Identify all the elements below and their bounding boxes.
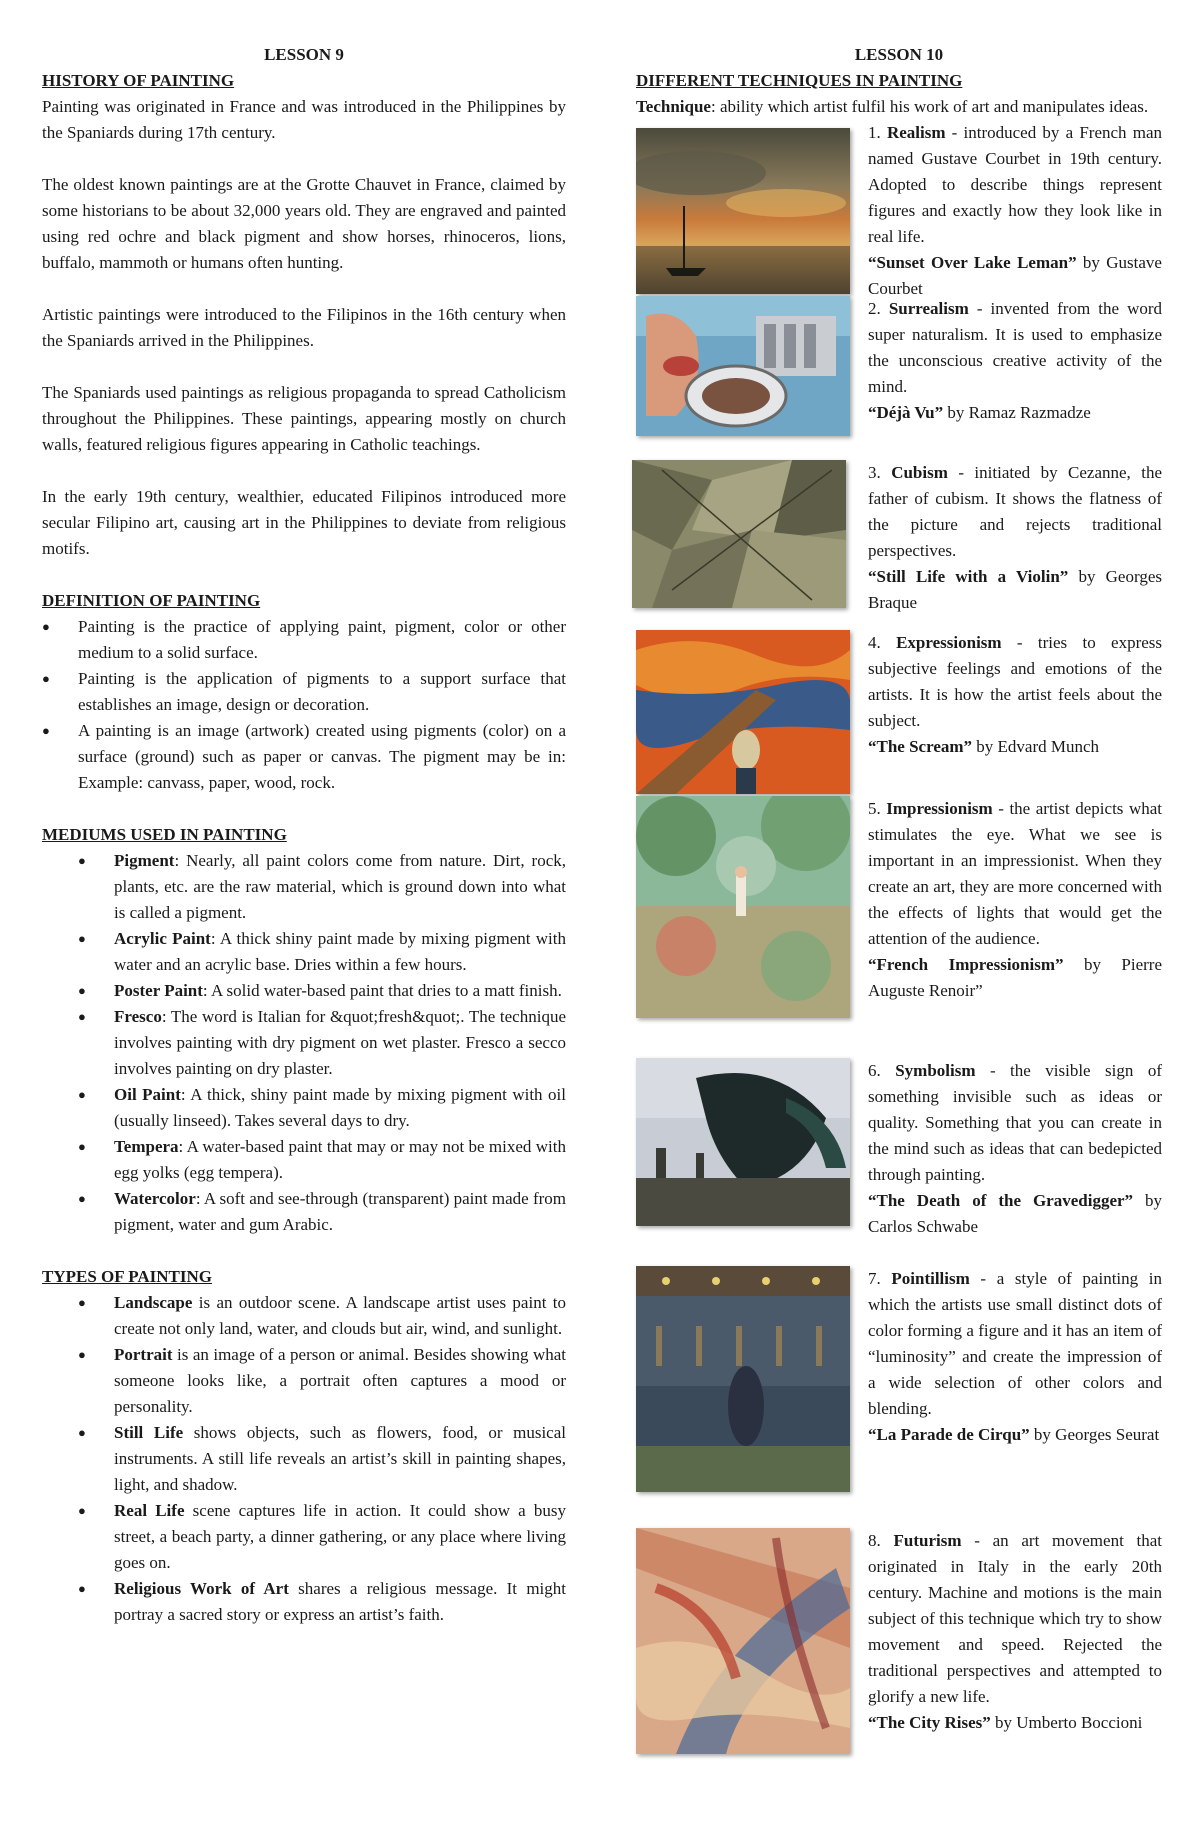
medium-text: : A water-based paint that may or may not be mixed with egg yolks (egg tempera). bbox=[114, 1137, 566, 1182]
technique-desc: - an art movement that originated in Italy in the early 20th century. Machine and motions is the main subject of this technique which try to show movement and speed. Rejected the traditional perspectives and attempted to glorify a new life. bbox=[868, 1531, 1163, 1706]
medium-text: : A thick, shiny paint made by mixing pigment with oil (usually linseed). Takes several days to dry. bbox=[114, 1085, 566, 1130]
technique-desc: - invented from the word super naturalism. It is used to emphasize the unconscious creative activity of the mind. bbox=[868, 299, 1163, 396]
artwork-artist: by Gustave Courbet bbox=[868, 253, 1162, 298]
type-text: scene captures life in action. It could show a busy street, a beach party, a dinner gathering, or any place where living goes on. bbox=[114, 1501, 566, 1572]
artwork-artist: by Georges Braque bbox=[868, 567, 1162, 612]
type-term: Portrait bbox=[114, 1345, 173, 1364]
technique-def-text: : ability which artist fulfil his work of art and manipulates ideas. bbox=[710, 97, 1149, 116]
mediums-list bbox=[42, 848, 566, 1238]
medium-term: Acrylic Paint bbox=[114, 929, 211, 948]
list-item bbox=[42, 1576, 566, 1628]
technique-definition bbox=[636, 94, 1162, 120]
artwork-title: “The Scream” bbox=[868, 737, 973, 756]
artwork-title: “Déjà Vu” bbox=[868, 403, 944, 422]
technique-text bbox=[868, 1266, 1162, 1448]
technique-number: 6. bbox=[868, 1061, 881, 1080]
list-item bbox=[42, 1004, 566, 1082]
list-item bbox=[42, 1420, 566, 1498]
medium-term: Fresco bbox=[114, 1007, 162, 1026]
list-item bbox=[42, 1186, 566, 1238]
techniques-heading: DIFFERENT TECHNIQUES IN PAINTING bbox=[636, 71, 963, 90]
technique-text bbox=[868, 120, 1162, 302]
history-paragraph: The oldest known paintings are at the Grotte Chauvet in France, claimed by some historians to be about 32,000 years old. They are engraved and painted using red ochre and black pigment and show horses, rhinoceros, lions, buffalo, mammoth or humans often hunting. bbox=[42, 175, 566, 272]
list-item bbox=[42, 1290, 566, 1342]
technique-name: Futurism bbox=[893, 1531, 962, 1550]
artwork-artist: by Carlos Schwabe bbox=[868, 1191, 1163, 1236]
history-heading: HISTORY OF PAINTING bbox=[42, 71, 235, 90]
technique-name: Surrealism bbox=[888, 299, 969, 318]
medium-text: : A solid water-based paint that dries to a matt finish. bbox=[202, 981, 562, 1000]
history-paragraph: The Spaniards used paintings as religious propaganda to spread Catholicism throughout the Philippines. These paintings, appearing mostly on church walls, featured religious figures appearing in Catholic teachings. bbox=[42, 383, 566, 454]
lesson10-column bbox=[636, 42, 1163, 1732]
types-list bbox=[42, 1290, 566, 1628]
medium-text: : A soft and see-through (transparent) paint made from pigment, water and gum Arabic. bbox=[114, 1189, 566, 1234]
list-item bbox=[42, 848, 566, 926]
artwork-artist: by Ramaz Razmadze bbox=[943, 403, 1091, 422]
type-text: shares a religious message. It might portray a sacred story or express an artist’s faith. bbox=[114, 1579, 566, 1624]
technique-number: 1. bbox=[868, 123, 881, 142]
technique-term: Technique bbox=[636, 97, 711, 116]
technique-text bbox=[868, 796, 1162, 1004]
technique-name: Symbolism bbox=[895, 1061, 976, 1080]
types-heading: TYPES OF PAINTING bbox=[42, 1267, 213, 1286]
list-item bbox=[42, 978, 566, 1004]
surrealism-painting bbox=[636, 296, 850, 436]
artwork-title: “The Death of the Gravedigger” bbox=[868, 1191, 1134, 1210]
lesson10-title: LESSON 10 bbox=[854, 45, 944, 64]
type-term: Landscape bbox=[114, 1293, 193, 1312]
list-item: ● Painting is the practice of applying paint, pigment, color or other medium to a solid surface. bbox=[42, 614, 566, 666]
list-item: ● A painting is an image (artwork) created using pigments (color) on a surface (ground) such as paper or canvas. The pigment may be in: Example: canvass, paper, wood, rock. bbox=[42, 718, 566, 796]
list-item bbox=[42, 1498, 566, 1576]
artwork-artist: by Umberto Boccioni bbox=[990, 1713, 1143, 1732]
technique-number: 2. bbox=[868, 299, 881, 318]
technique-name: Cubism bbox=[891, 463, 948, 482]
symbolism-painting bbox=[636, 1058, 850, 1226]
type-text: is an outdoor scene. A landscape artist uses paint to create not only land, water, and clouds but air, wind, and sunlight. bbox=[114, 1293, 566, 1338]
futurism-painting bbox=[636, 1528, 850, 1754]
technique-text bbox=[868, 460, 1162, 616]
lesson9-column bbox=[42, 42, 566, 1628]
definition-list bbox=[42, 614, 566, 796]
technique-desc: - introduced by a French man named Gustave Courbet in 19th century. Adopted to describe things represent figures and exactly how they look like in real life. bbox=[868, 123, 1162, 246]
artwork-artist: by Georges Seurat bbox=[1029, 1425, 1160, 1444]
impressionism-painting bbox=[636, 796, 850, 1018]
technique-desc: - initiated by Cezanne, the father of cubism. It shows the flatness of the picture and rejects traditional perspectives. bbox=[868, 463, 1162, 560]
type-text: is an image of a person or animal. Besides showing what someone looks like, a portrait often captures a mood or personality. bbox=[114, 1345, 566, 1416]
artwork-title: “French Impressionism” bbox=[868, 955, 1064, 974]
list-item bbox=[42, 1342, 566, 1420]
mediums-heading: MEDIUMS USED IN PAINTING bbox=[42, 825, 287, 844]
list-item bbox=[42, 1134, 566, 1186]
technique-name: Pointillism bbox=[891, 1269, 970, 1288]
technique-desc: - tries to express subjective feelings and emotions of the artists. It is how the artist feels about the subject. bbox=[868, 633, 1163, 730]
medium-term: Tempera bbox=[114, 1137, 179, 1156]
list-item bbox=[42, 926, 566, 978]
medium-term: Poster Paint bbox=[114, 981, 203, 1000]
technique-text bbox=[868, 296, 1162, 426]
history-paragraph: Artistic paintings were introduced to the Filipinos in the 16th century when the Spaniards arrived in the Philippines. bbox=[42, 305, 566, 350]
pointillism-painting bbox=[636, 1266, 850, 1492]
type-term: Real Life bbox=[114, 1501, 185, 1520]
medium-term: Watercolor bbox=[114, 1189, 196, 1208]
technique-desc: - the visible sign of something invisible such as ideas or quality. Something that you can create in the mind such as ideas that can bedepicted through painting. bbox=[868, 1061, 1162, 1184]
technique-number: 8. bbox=[868, 1531, 881, 1550]
type-term: Religious Work of Art bbox=[114, 1579, 289, 1598]
artwork-artist: by Pierre Auguste Renoir” bbox=[868, 955, 1162, 1000]
list-item bbox=[42, 1082, 566, 1134]
technique-desc: - the artist depicts what stimulates the eye. What we see is important in an impressionist. When they create an art, they are more concerned with the effects of lights that would get the attention of the audience. bbox=[868, 799, 1162, 948]
lesson9-title: LESSON 9 bbox=[264, 45, 344, 64]
technique-name: Realism bbox=[886, 123, 946, 142]
artwork-artist: by Edvard Munch bbox=[972, 737, 1100, 756]
history-paragraph: In the early 19th century, wealthier, educated Filipinos introduced more secular Filipino art, causing art in the Philippines to deviate from religious motifs. bbox=[42, 487, 566, 558]
medium-text: : Nearly, all paint colors come from nature. Dirt, rock, plants, etc. are the raw material, which is ground down into what is called a pigment. bbox=[114, 851, 566, 922]
technique-number: 3. bbox=[868, 463, 881, 482]
artwork-title: “Still Life with a Violin” bbox=[868, 567, 1069, 586]
definition-heading: DEFINITION OF PAINTING bbox=[42, 591, 261, 610]
technique-text bbox=[868, 1528, 1162, 1736]
technique-name: Impressionism bbox=[886, 799, 993, 818]
technique-text bbox=[868, 1058, 1162, 1240]
medium-term: Pigment bbox=[114, 851, 175, 870]
technique-name: Expressionism bbox=[896, 633, 1002, 652]
medium-term: Oil Paint bbox=[114, 1085, 181, 1104]
history-paragraph: Painting was originated in France and was introduced in the Philippines by the Spaniards during 17th century. bbox=[42, 97, 566, 142]
medium-text: : The word is Italian for &quot;fresh&quot;. The technique involves painting with dry pigment on wet plaster. Fresco a secco involves painting on dry plaster. bbox=[114, 1007, 566, 1078]
realism-painting bbox=[636, 128, 850, 294]
expressionism-painting bbox=[636, 630, 850, 794]
technique-desc: - a style of painting in which the artists use small distinct dots of color forming a figure and it has an item of “luminosity” and create the impression of a wide selection of other colors and blending. bbox=[868, 1269, 1163, 1418]
technique-number: 7. bbox=[868, 1269, 881, 1288]
type-text: shows objects, such as flowers, food, or musical instruments. A still life reveals an artist’s skill in painting shapes, light, and shadow. bbox=[114, 1423, 566, 1494]
list-item: ● Painting is the application of pigments to a support surface that establishes an image, design or decoration. bbox=[42, 666, 566, 718]
artwork-title: “Sunset Over Lake Leman” bbox=[868, 253, 1077, 272]
artwork-title: “La Parade de Cirqu” bbox=[868, 1425, 1030, 1444]
technique-number: 4. bbox=[868, 633, 881, 652]
cubism-painting bbox=[632, 460, 846, 608]
technique-text bbox=[868, 630, 1162, 760]
medium-text: : A thick shiny paint made by mixing pigment with water and an acrylic base. Dries within a few hours. bbox=[114, 929, 566, 974]
artwork-title: “The City Rises” bbox=[868, 1713, 991, 1732]
technique-number: 5. bbox=[868, 799, 881, 818]
type-term: Still Life bbox=[114, 1423, 184, 1442]
